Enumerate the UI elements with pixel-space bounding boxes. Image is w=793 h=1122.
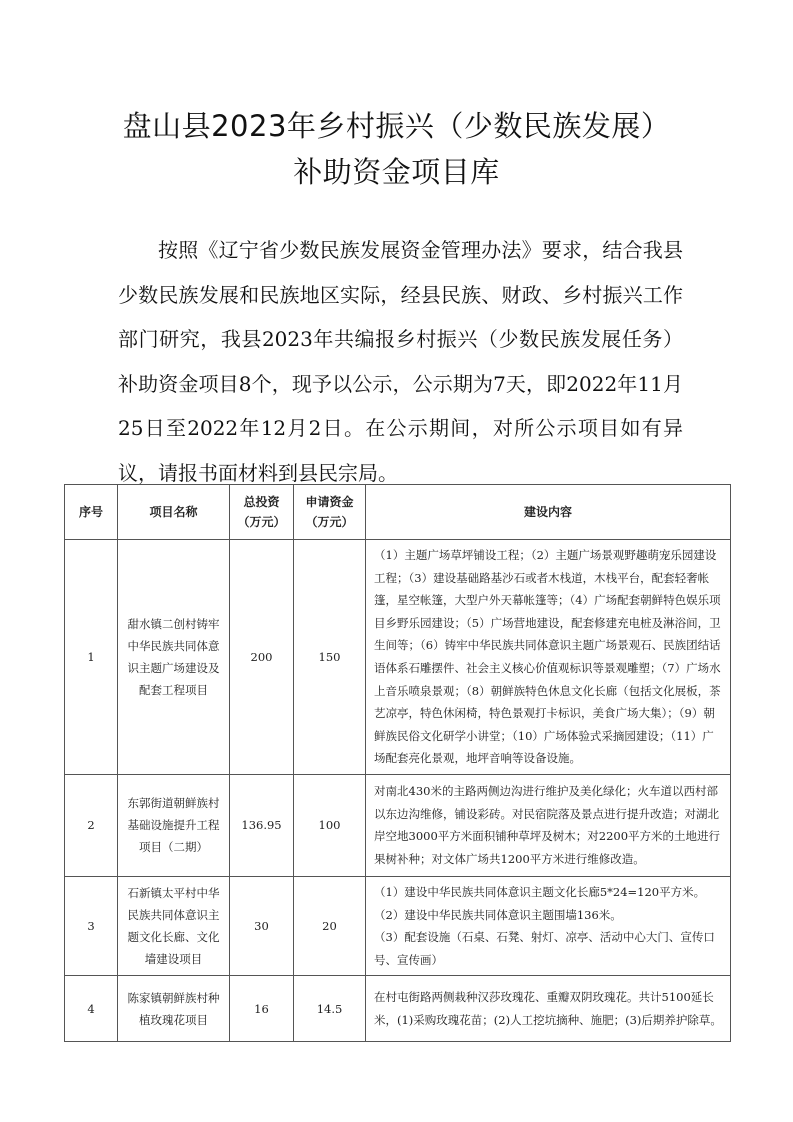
row-name: 石新镇太平村中华民族共同体意识主题文化长廊、文化墙建设项目 xyxy=(118,876,230,975)
row-name: 东郭街道朝鲜族村基础设施提升工程项目（二期） xyxy=(118,774,230,876)
project-table xyxy=(64,484,731,1042)
row-content-line: （3）配套设施（石桌、石凳、射灯、凉亭、活动中心大门、宣传口号、宣传画） xyxy=(374,930,715,967)
row-no: 1 xyxy=(65,540,118,775)
row-name: 陈家镇朝鲜族村种植玫瑰花项目 xyxy=(118,976,230,1042)
header-total-line-1: 总投资 xyxy=(243,495,280,509)
header-total xyxy=(230,485,294,540)
row-content xyxy=(366,540,731,775)
document-title-line-2: 补助资金项目库 xyxy=(293,155,500,189)
table-row xyxy=(65,876,731,975)
row-content xyxy=(366,976,731,1042)
row-total: 136.95 xyxy=(230,774,294,876)
header-name: 项目名称 xyxy=(118,485,230,540)
table-row xyxy=(65,540,731,775)
row-no: 3 xyxy=(65,876,118,975)
row-no: 2 xyxy=(65,774,118,876)
row-content-line: 在村屯街路两侧栽种汉莎玫瑰花、重瓣双阴玫瑰花。共计5100延长米，(1)采购玫瑰花苗；(2)人工挖坑摘种、施肥；(3)后期养护除草。 xyxy=(374,990,722,1027)
row-name: 甜水镇二创村铸牢中华民族共同体意识主题广场建设及配套工程项目 xyxy=(118,540,230,775)
row-total: 30 xyxy=(230,876,294,975)
row-apply: 100 xyxy=(294,774,366,876)
header-apply xyxy=(294,485,366,540)
intro-paragraph xyxy=(118,228,683,496)
row-content xyxy=(366,876,731,975)
row-apply: 14.5 xyxy=(294,976,366,1042)
row-content-line: （1）主题广场草坪铺设工程；（2）主题广场景观野趣萌宠乐园建设工程；（3）建设基础路基沙石或者木栈道，木栈平台，配套轻奢帐篷，星空帐篷，大型户外天幕帐篷等；（4）广场配套朝鲜特色娱乐项目乡野乐园建设；（5）广场营地建设，配套修建充电桩及淋浴间，卫生间等；（6）铸牢中华民族共同体意识主题广场景观石、民族团结话语体系石雕摆件、社会主义核心价值观标识等景观雕塑；（7）广场水上音乐喷泉景观；（8）朝鲜族特色休息文化长廊（包括文化展板，茶艺凉亭，特色休闲椅，特色景观打卡标识，美食广场大集）；（9）朝鲜族民俗文化研学小讲堂；（10）广场体验式采摘园建设；（11）广场配套亮化景观，地坪音响等设备设施。 xyxy=(374,548,721,766)
table-header-row xyxy=(65,485,731,540)
header-apply-line-2: （万元） xyxy=(305,515,354,529)
header-total-line-2: （万元） xyxy=(237,515,286,529)
intro-text: 按照《辽宁省少数民族发展资金管理办法》要求，结合我县少数民族发展和民族地区实际，经县民族、财政、乡村振兴工作部门研究，我县2023年共编报乡村振兴（少数民族发展任务）补助资金项目8个，现予以公示，公示期为7天，即2022年11月25日至2022年12月2日。在公示期间，对所公示项目如有异议，请报书面材料到县民宗局。 xyxy=(118,238,683,485)
header-content: 建设内容 xyxy=(366,485,731,540)
row-apply: 150 xyxy=(294,540,366,775)
row-content-line: （1）建设中华民族共同体意识主题文化长廊5*24=120平方米。 xyxy=(374,884,706,899)
header-no: 序号 xyxy=(65,485,118,540)
row-content-line: 对南北430米的主路两侧边沟进行维护及美化绿化；火车道以西村部以东边沟维修，铺设彩砖。对民宿院落及景点进行提升改造；对湖北岸空地3000平方米面积铺种草坪及树木；对2200平方米的土地进行果树补种；对文体广场共1200平方米进行维修改造。 xyxy=(374,784,721,867)
row-content-line: （2）建设中华民族共同体意识主题围墙136米。 xyxy=(374,907,622,922)
row-total: 16 xyxy=(230,976,294,1042)
row-content xyxy=(366,774,731,876)
row-total: 200 xyxy=(230,540,294,775)
table-row xyxy=(65,774,731,876)
row-no: 4 xyxy=(65,976,118,1042)
document-title-line-1: 盘山县2023年乡村振兴（少数民族发展） xyxy=(122,109,671,143)
header-apply-line-1: 申请资金 xyxy=(305,495,354,509)
table-row xyxy=(65,976,731,1042)
row-apply: 20 xyxy=(294,876,366,975)
